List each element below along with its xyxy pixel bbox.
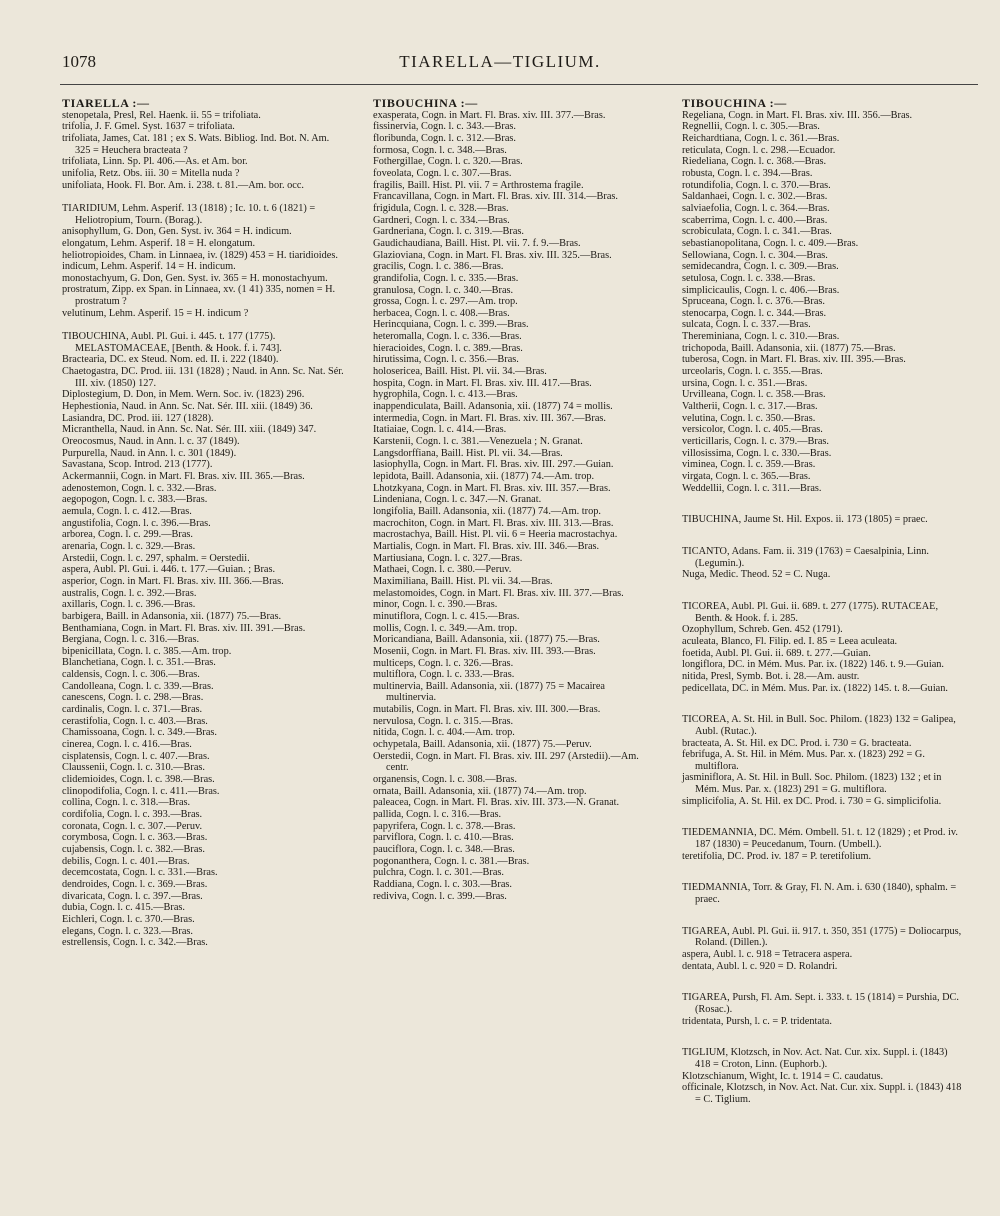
index-entry: unifolia, Retz. Obs. iii. 30 = Mitella nuda ?: [62, 167, 240, 179]
index-entry: heteromalla, Cogn. l. c. 336.—Bras.: [373, 331, 522, 343]
index-entry: sebastianopolitana, Cogn. l. c. 409.—Bras.: [682, 237, 859, 249]
index-entry: gracilis, Cogn. l. c. 386.—Bras.: [373, 261, 504, 273]
genus-continuation-heading: TIARELLA :—: [62, 96, 150, 110]
index-entry: pedicellata, DC. in Mém. Mus. Par. ix. (1822) 145. t. 8.—Guian.: [682, 682, 948, 694]
index-entry: TIGLIUM, Klotzsch, in Nov. Act. Nat. Cur. xix. Suppl. i. (1843) 418 = Croton, Linn. (Euphorb.).: [682, 1047, 948, 1070]
index-entry: herbacea, Cogn. l. c. 408.—Bras.: [373, 307, 510, 319]
index-entry: nervulosa, Cogn. l. c. 315.—Bras.: [373, 715, 514, 727]
index-entry: Savastana, Scop. Introd. 213 (1777).: [62, 459, 213, 471]
index-entry: elongatum, Lehm. Asperif. 18 = H. elongatum.: [62, 237, 256, 249]
index-entry: TIGAREA, Aubl. Pl. Gui. ii. 917. t. 350, 351 (1775) = Doliocarpus, Roland. (Dillen.).: [682, 925, 962, 949]
column-right: [682, 98, 965, 1106]
column-middle: [373, 98, 656, 902]
index-entry: Purpurella, Naud. in Ann. l. c. 301 (1849).: [62, 447, 237, 459]
index-entry: Ozophyllum, Schreb. Gen. 452 (1791).: [682, 624, 843, 636]
index-entry: canescens, Cogn. l. c. 298.—Bras.: [62, 692, 204, 704]
index-entry: estrellensis, Cogn. l. c. 342.—Bras.: [62, 937, 208, 949]
index-entry: Nuga, Medic. Theod. 52 = C. Nuga.: [682, 569, 831, 581]
index-entry: macrostachya, Baill. Hist. Pl. vii. 6 = Heeria macrostachya.: [373, 529, 618, 541]
page-number: 1078: [62, 52, 96, 71]
index-entry: aegopogon, Cogn. l. c. 383.—Bras.: [62, 494, 208, 506]
index-entry: pogonanthera, Cogn. l. c. 381.—Bras.: [373, 855, 530, 867]
index-entry: Thereminiana, Cogn. l. c. 310.—Bras.: [682, 331, 840, 343]
index-entry: parviflora, Cogn. l. c. 410.—Bras.: [373, 832, 514, 844]
index-entry: jasminiflora, A. St. Hil. in Bull. Soc. Philom. (1823) 132 ; et in Mém. Mus. Par. x. (1823) 291 = G. multiflora.: [682, 772, 942, 796]
index-entry: Bractearia, DC. ex Steud. Nom. ed. II. i. 222 (1840).: [62, 354, 279, 366]
index-entry: floribunda, Cogn. l. c. 312.—Bras.: [373, 132, 516, 144]
index-entry: granulosa, Cogn. l. c. 340.—Bras.: [373, 284, 514, 296]
index-entry: angustifolia, Cogn. l. c. 396.—Bras.: [62, 517, 211, 529]
index-entry: velutinum, Lehm. Asperif. 15 = H. indicum ?: [62, 307, 249, 319]
index-entry: ornata, Baill. Adansonia, xii. (1877) 74.—Am. trop.: [373, 785, 587, 797]
index-entry: villosissima, Cogn. l. c. 330.—Bras.: [682, 447, 832, 459]
index-entry: multinervia, Baill. Adansonia, xii. (1877) 75 = Macairea multinervia.: [373, 680, 605, 704]
index-entry: Glazioviana, Cogn. in Mart. Fl. Bras. xiv. III. 325.—Bras.: [373, 249, 612, 261]
index-entry: tuberosa, Cogn. in Mart. Fl. Bras. xiv. III. 395.—Bras.: [682, 354, 906, 366]
index-entry: Riedeliana, Cogn. l. c. 368.—Bras.: [682, 156, 827, 168]
index-entry: arenaria, Cogn. l. c. 329.—Bras.: [62, 540, 196, 552]
entry-spacer: [682, 862, 965, 882]
index-entry: aspera, Aubl. Pl. Gui. i. 446. t. 177.—Guian. ; Bras.: [62, 564, 276, 576]
index-entry: officinale, Klotzsch, in Nov. Act. Nat. Cur. xix. Suppl. i. (1843) 418 = C. Tiglium.: [682, 1082, 962, 1105]
index-entry: Valtherii, Cogn. l. c. 317.—Bras.: [682, 401, 818, 413]
index-entry: Lindeniana, Cogn. l. c. 347.—N. Granat.: [373, 494, 542, 506]
index-entry: trifoliata, James, Cat. 181 ; ex S. Wats. Bibliog. Ind. Bot. N. Am. 325 = Heuchera bracteata ?: [62, 132, 330, 156]
genus-continuation-heading: TIBOUCHINA :—: [682, 96, 787, 110]
index-entry: TICANTO, Adans. Fam. ii. 319 (1763) = Caesalpinia, Linn. (Legumin.).: [682, 545, 929, 569]
index-entry: pallida, Cogn. l. c. 316.—Bras.: [373, 809, 502, 821]
index-entry: arborea, Cogn. l. c. 299.—Bras.: [62, 529, 193, 541]
index-entry: Itatiaiae, Cogn. l. c. 414.—Bras.: [373, 424, 507, 436]
index-entry: TIBUCHINA, Jaume St. Hil. Expos. ii. 173 (1805) = praec.: [682, 514, 928, 526]
index-entry: stenopetala, Presl, Rel. Haenk. ii. 55 = trifoliata.: [62, 109, 261, 121]
index-entry: robusta, Cogn. l. c. 394.—Bras.: [682, 167, 813, 179]
index-entry: Gardneriana, Cogn. l. c. 319.—Bras.: [373, 226, 524, 238]
index-entry: trifoliata, Linn. Sp. Pl. 406.—As. et Am. bor.: [62, 156, 248, 168]
index-entry: minor, Cogn. l. c. 390.—Bras.: [373, 599, 498, 611]
index-entry: longifolia, Baill. Adansonia, xii. (1877) 74.—Am. trop.: [373, 505, 601, 517]
index-entry: prostratum, Zipp. ex Span. in Linnaea, xv. (1 41) 335, nomen = H. prostratum ?: [62, 284, 336, 308]
index-entry: fragilis, Baill. Hist. Pl. vii. 7 = Arthrostema fragile.: [373, 179, 584, 191]
index-entry: Diplostegium, D. Don, in Mem. Wern. Soc. iv. (1823) 296.: [62, 389, 305, 401]
index-entry: hospita, Cogn. in Mart. Fl. Bras. xiv. III. 417.—Bras.: [373, 377, 592, 389]
index-entry: anisophyllum, G. Don, Gen. Syst. iv. 364 = H. indicum.: [62, 226, 292, 238]
index-entry: cisplatensis, Cogn. l. c. 407.—Bras.: [62, 750, 210, 762]
index-entry: Karstenii, Cogn. l. c. 381.—Venezuela ; N. Granat.: [373, 436, 583, 448]
index-entry: dubia, Cogn. l. c. 415.—Bras.: [62, 902, 185, 914]
index-entry: clidemioides, Cogn. l. c. 398.—Bras.: [62, 774, 215, 786]
index-entry: Moricandiana, Baill. Adansonia, xii. (1877) 75.—Bras.: [373, 634, 600, 646]
index-entry: multiflora, Cogn. l. c. 333.—Bras.: [373, 669, 515, 681]
index-entry: holosericea, Baill. Hist. Pl. vii. 34.—Bras.: [373, 366, 547, 378]
entry-spacer: [682, 581, 965, 601]
index-entry: formosa, Cogn. l. c. 348.—Bras.: [373, 144, 507, 156]
index-entry: collina, Cogn. l. c. 318.—Bras.: [62, 797, 191, 809]
index-entry: axillaris, Cogn. l. c. 396.—Bras.: [62, 599, 196, 611]
index-entry: asperior, Cogn. in Mart. Fl. Bras. xiv. III. 366.—Bras.: [62, 575, 284, 587]
index-entry: viminea, Cogn. l. c. 359.—Bras.: [682, 459, 816, 471]
entry-spacer: [682, 1027, 965, 1047]
index-entry: indicum, Lehm. Asperif. 14 = H. indicum.: [62, 261, 236, 273]
header-rule: [60, 84, 978, 85]
index-entry: cardinalis, Cogn. l. c. 371.—Bras.: [62, 704, 203, 716]
index-entry: Herincquiana, Cogn. l. c. 399.—Bras.: [373, 319, 529, 331]
index-entry: lepidota, Baill. Adansonia, xii. (1877) 74.—Am. trop.: [373, 471, 595, 482]
index-entry: frigidula, Cogn. l. c. 328.—Bras.: [373, 202, 509, 214]
index-entry: organensis, Cogn. l. c. 308.—Bras.: [373, 774, 517, 786]
index-entry: Chaetogastra, DC. Prod. iii. 131 (1828) ; Naud. in Ann. Sc. Nat. Sér. III. xiv. (1850) 127.: [62, 366, 344, 389]
index-entry: hieracioides, Cogn. l. c. 389.—Bras.: [373, 342, 523, 354]
index-entry: setulosa, Cogn. l. c. 338.—Bras.: [682, 272, 816, 284]
index-entry: Maximiliana, Baill. Hist. Pl. vii. 34.—Bras.: [373, 575, 553, 587]
index-entry: nitida, Presl, Symb. Bot. i. 28.—Am. austr.: [682, 670, 860, 682]
index-entry: stenocarpa, Cogn. l. c. 344.—Bras.: [682, 307, 827, 319]
index-entry: heliotropioides, Cham. in Linnaea, iv. (1829) 453 = H. tiaridioides.: [62, 249, 338, 261]
index-entry: rediviva, Cogn. l. c. 399.—Bras.: [373, 890, 507, 902]
index-entry: tridentata, Pursh, l. c. = P. tridentata.: [682, 1015, 832, 1027]
index-entry: sulcata, Cogn. l. c. 337.—Bras.: [682, 319, 811, 331]
index-entry: caldensis, Cogn. l. c. 306.—Bras.: [62, 669, 200, 681]
index-entry: TIGAREA, Pursh, Fl. Am. Sept. i. 333. t. 15 (1814) = Purshia, DC. (Rosac.).: [682, 992, 959, 1015]
index-entry: urceolaris, Cogn. l. c. 355.—Bras.: [682, 366, 823, 378]
index-entry: Weddellii, Cogn. l. c. 311.—Bras.: [682, 482, 822, 494]
index-entry: foveolata, Cogn. l. c. 307.—Bras.: [373, 167, 512, 179]
index-entry: multiceps, Cogn. l. c. 326.—Bras.: [373, 657, 514, 669]
index-entry: Urvilleana, Cogn. l. c. 358.—Bras.: [682, 389, 826, 401]
index-entry: divaricata, Cogn. l. c. 397.—Bras.: [62, 890, 203, 902]
index-entry: Eichleri, Cogn. l. c. 370.—Bras.: [62, 913, 195, 925]
index-entry: Candolleana, Cogn. l. c. 339.—Bras.: [62, 680, 214, 692]
index-entry: Fothergillae, Cogn. l. c. 320.—Bras.: [373, 156, 523, 168]
index-entry: Ackermannii, Cogn. in Mart. Fl. Bras. xiv. III. 365.—Bras.: [62, 470, 305, 482]
index-entry: pauciflora, Cogn. l. c. 348.—Bras.: [373, 844, 515, 855]
index-entry: Arstedii, Cogn. l. c. 297, sphalm. = Oerstedii.: [62, 552, 250, 564]
index-entry: aemula, Cogn. l. c. 412.—Bras.: [62, 505, 192, 517]
entry-spacer: [682, 906, 965, 926]
index-entry: pulchra, Cogn. l. c. 301.—Bras.: [373, 867, 504, 879]
index-entry: febrifuga, A. St. Hil. in Mém. Mus. Par. x. (1823) 292 = G. multiflora.: [682, 749, 925, 772]
index-entry: bipenicillata, Cogn. l. c. 385.—Am. trop.: [62, 645, 232, 657]
index-entry: Reichardtiana, Cogn. l. c. 361.—Bras.: [682, 132, 840, 144]
entry-spacer: [682, 972, 965, 992]
index-entry: bracteata, A. St. Hil. ex DC. Prod. i. 730 = G. bracteata.: [682, 737, 912, 749]
index-entry: trichopoda, Baill. Adansonia, xii. (1877) 75.—Bras.: [682, 342, 896, 354]
index-entry: monostachyum, G. Don, Gen. Syst. iv. 365 = H. monostachyum.: [62, 272, 328, 284]
index-entry: Saldanhaei, Cogn. l. c. 302.—Bras.: [682, 191, 828, 203]
index-entry: grandifolia, Cogn. l. c. 335.—Bras.: [373, 272, 519, 284]
index-entry: salviaefolia, Cogn. l. c. 364.—Bras.: [682, 202, 830, 214]
running-head: TIARELLA—TIGLIUM.: [399, 52, 601, 71]
index-entry: rotundifolia, Cogn. l. c. 370.—Bras.: [682, 179, 831, 191]
index-entry: versicolor, Cogn. l. c. 405.—Bras.: [682, 424, 823, 436]
genus-continuation-heading: TIBOUCHINA :—: [373, 96, 478, 110]
index-entry: exasperata, Cogn. in Mart. Fl. Bras. xiv. III. 377.—Bras.: [373, 109, 606, 121]
index-entry: Claussenii, Cogn. l. c. 310.—Bras.: [62, 762, 206, 774]
index-entry: verticillaris, Cogn. l. c. 379.—Bras.: [682, 436, 829, 448]
index-entry: Chamissoana, Cogn. l. c. 349.—Bras.: [62, 727, 218, 739]
index-entry: Klotzschianum, Wight, Ic. t. 1914 = C. caudatus.: [682, 1070, 884, 1082]
entry-spacer: [682, 807, 965, 827]
index-entry: inappendiculata, Baill. Adansonia, xii. (1877) 74 = mollis.: [373, 401, 613, 413]
index-entry: dentata, Aubl. l. c. 920 = D. Rolandri.: [682, 960, 838, 972]
index-entry: Lhotzkyana, Cogn. in Mart. Fl. Bras. xiv. III. 357.—Bras.: [373, 482, 611, 494]
index-entry: aculeata, Blanco, Fl. Filip. ed. I. 85 = Leea aculeata.: [682, 635, 898, 647]
index-entry: Gardneri, Cogn. l. c. 334.—Bras.: [373, 214, 510, 226]
index-entry: scrobiculata, Cogn. l. c. 341.—Bras.: [682, 226, 832, 238]
index-entry: cinerea, Cogn. l. c. 416.—Bras.: [62, 739, 192, 751]
index-entry: lasiophylla, Cogn. in Mart. Fl. Bras. xiv. III. 297.—Guian.: [373, 459, 614, 471]
index-entry: macrochiton, Cogn. in Mart. Fl. Bras. xiv. III. 313.—Bras.: [373, 517, 614, 529]
index-entry: Raddiana, Cogn. l. c. 303.—Bras.: [373, 878, 512, 890]
index-entry: barbigera, Baill. in Adansonia, xii. (1877) 75.—Bras.: [62, 610, 282, 622]
index-entry: Oreocosmus, Naud. in Ann. l. c. 37 (1849).: [62, 436, 240, 447]
index-entry: Regnellii, Cogn. l. c. 305.—Bras.: [682, 121, 820, 133]
index-entry: teretifolia, DC. Prod. iv. 187 = P. teretifolium.: [682, 850, 872, 862]
index-entry: foetida, Aubl. Pl. Gui. ii. 689. t. 277.—Guian.: [682, 647, 871, 659]
index-entry: australis, Cogn. l. c. 392.—Bras.: [62, 587, 197, 599]
index-entry: Hephestionia, Naud. in Ann. Sc. Nat. Sér. III. xiii. (1849) 36.: [62, 401, 313, 413]
index-entry: Oerstedii, Cogn. in Mart. Fl. Bras. xiv. III. 297 (Arstedii).—Am. centr.: [373, 750, 639, 774]
index-entry: TICOREA, Aubl. Pl. Gui. ii. 689. t. 277 (1775). RUTACEAE, Benth. & Hook. f. i. 285.: [682, 600, 939, 624]
index-entry: Martialis, Cogn. in Mart. Fl. Bras. xiv. III. 346.—Bras.: [373, 540, 600, 552]
index-entry: Sellowiana, Cogn. l. c. 304.—Bras.: [682, 249, 828, 261]
index-entry: Martiusiana, Cogn. l. c. 327.—Bras.: [373, 552, 523, 564]
index-entry: TIARIDIUM, Lehm. Asperif. 13 (1818) ; Ic. 10. t. 6 (1821) = Heliotropium, Tourn. (Borag.).: [62, 202, 316, 226]
entry-spacer: [682, 694, 965, 714]
index-entry: dendroides, Cogn. l. c. 369.—Bras.: [62, 878, 208, 890]
index-entry: Spruceana, Cogn. l. c. 376.—Bras.: [682, 296, 825, 308]
index-entry: ursina, Cogn. l. c. 351.—Bras.: [682, 377, 808, 389]
index-entry: fissinervia, Cogn. l. c. 343.—Bras.: [373, 121, 516, 133]
index-entry: semidecandra, Cogn. l. c. 309.—Bras.: [682, 261, 839, 273]
index-entry: paleacea, Cogn. in Mart. Fl. Bras. xiv. III. 373.—N. Granat.: [373, 797, 620, 809]
index-entry: Mosenii, Cogn. in Mart. Fl. Bras. xiv. III. 393.—Bras.: [373, 645, 596, 657]
index-entry: unifoliata, Hook. Fl. Bor. Am. i. 238. t. 81.—Am. bor. occ.: [62, 179, 304, 191]
index-entry: Micranthella, Naud. in Ann. Sc. Nat. Sér. III. xiii. (1849) 347.: [62, 424, 317, 436]
index-entry: Lasiandra, DC. Prod. iii. 127 (1828).: [62, 412, 214, 424]
entry-spacer: [62, 319, 345, 331]
index-entry: Blanchetiana, Cogn. l. c. 351.—Bras.: [62, 657, 216, 669]
index-entry: adenostemon, Cogn. l. c. 332.—Bras.: [62, 482, 217, 494]
entry-spacer: [62, 191, 345, 203]
index-entry: Langsdorffiana, Baill. Hist. Pl. vii. 34.—Bras.: [373, 447, 563, 459]
index-entry: scaberrima, Cogn. l. c. 400.—Bras.: [682, 214, 828, 226]
index-entry: mollis, Cogn. l. c. 349.—Am. trop.: [373, 622, 518, 634]
index-entry: elegans, Cogn. l. c. 323.—Bras.: [62, 925, 193, 937]
index-entry: cordifolia, Cogn. l. c. 393.—Bras.: [62, 809, 203, 820]
index-entry: Gaudichaudiana, Baill. Hist. Pl. vii. 7. f. 9.—Bras.: [373, 237, 581, 249]
index-entry: corymbosa, Cogn. l. c. 363.—Bras.: [62, 832, 208, 844]
index-entry: simplicifolia, A. St. Hil. ex DC. Prod. i. 730 = G. simplicifolia.: [682, 795, 942, 807]
index-entry: TIBOUCHINA, Aubl. Pl. Gui. i. 445. t. 177 (1775). MELASTOMACEAE, [Benth. & Hook. f. i. 743].: [62, 331, 282, 354]
index-entry: TIEDEMANNIA, DC. Mém. Ombell. 51. t. 12 (1829) ; et Prod. iv. 187 (1830) = Peucedanum, Tourn. (Umbell.).: [682, 827, 958, 851]
index-entry: TIEDMANNIA, Torr. & Gray, Fl. N. Am. i. 630 (1840), sphalm. = praec.: [682, 882, 957, 906]
index-entry: coronata, Cogn. l. c. 307.—Peruv.: [62, 820, 203, 832]
index-entry: Mathaei, Cogn. l. c. 380.—Peruv.: [373, 564, 512, 576]
index-entry: trifolia, J. F. Gmel. Syst. 1637 = trifoliata.: [62, 121, 235, 133]
index-entry: Francavillana, Cogn. in Mart. Fl. Bras. xiv. III. 314.—Bras.: [373, 191, 618, 203]
index-entry: simplicicaulis, Cogn. l. c. 406.—Bras.: [682, 284, 840, 296]
index-entry: papyrifera, Cogn. l. c. 378.—Bras.: [373, 820, 516, 832]
index-entry: mutabilis, Cogn. in Mart. Fl. Bras. xiv. III. 300.—Bras.: [373, 704, 601, 716]
index-entry: minutiflora, Cogn. l. c. 415.—Bras.: [373, 610, 520, 622]
index-entry: hirutissima, Cogn. l. c. 356.—Bras.: [373, 354, 519, 366]
index-entry: clinopodifolia, Cogn. l. c. 411.—Bras.: [62, 785, 220, 797]
index-entry: hygrophila, Cogn. l. c. 413.—Bras.: [373, 389, 518, 401]
entry-spacer: [682, 526, 965, 546]
index-entry: aspera, Aubl. l. c. 918 = Tetracera aspera.: [682, 949, 853, 961]
index-entry: decemcostata, Cogn. l. c. 331.—Bras.: [62, 867, 218, 879]
index-entry: cujabensis, Cogn. l. c. 382.—Bras.: [62, 843, 205, 855]
index-entry: Regeliana, Cogn. in Mart. Fl. Bras. xiv. III. 356.—Bras.: [682, 109, 913, 121]
index-entry: ochypetala, Baill. Adansonia, xii. (1877) 75.—Peruv.: [373, 739, 592, 751]
column-left: [62, 98, 345, 949]
index-entry: TICOREA, A. St. Hil. in Bull. Soc. Philom. (1823) 132 = Galipea, Aubl. (Rutac.).: [682, 714, 956, 737]
index-entry: longiflora, DC. in Mém. Mus. Par. ix. (1822) 146. t. 9.—Guian.: [682, 659, 944, 671]
index-entry: virgata, Cogn. l. c. 365.—Bras.: [682, 471, 811, 482]
index-entry: intermedia, Cogn. in Mart. Fl. Bras. xiv. III. 367.—Bras.: [373, 412, 606, 424]
index-entry: cerastifolia, Cogn. l. c. 403.—Bras.: [62, 715, 208, 727]
index-entry: reticulata, Cogn. l. c. 298.—Ecuador.: [682, 144, 836, 156]
index-entry: Benthamiana, Cogn. in Mart. Fl. Bras. xiv. III. 391.—Bras.: [62, 622, 306, 634]
index-entry: debilis, Cogn. l. c. 401.—Bras.: [62, 855, 190, 867]
index-entry: Bergiana, Cogn. l. c. 316.—Bras.: [62, 634, 200, 646]
index-entry: grossa, Cogn. l. c. 297.—Am. trop.: [373, 296, 518, 308]
entry-spacer: [682, 494, 965, 514]
index-entry: velutina, Cogn. l. c. 350.—Bras.: [682, 412, 816, 424]
index-entry: melastomoides, Cogn. in Mart. Fl. Bras. xiv. III. 377.—Bras.: [373, 587, 624, 599]
index-entry: nitida, Cogn. l. c. 404.—Am. trop.: [373, 727, 515, 739]
